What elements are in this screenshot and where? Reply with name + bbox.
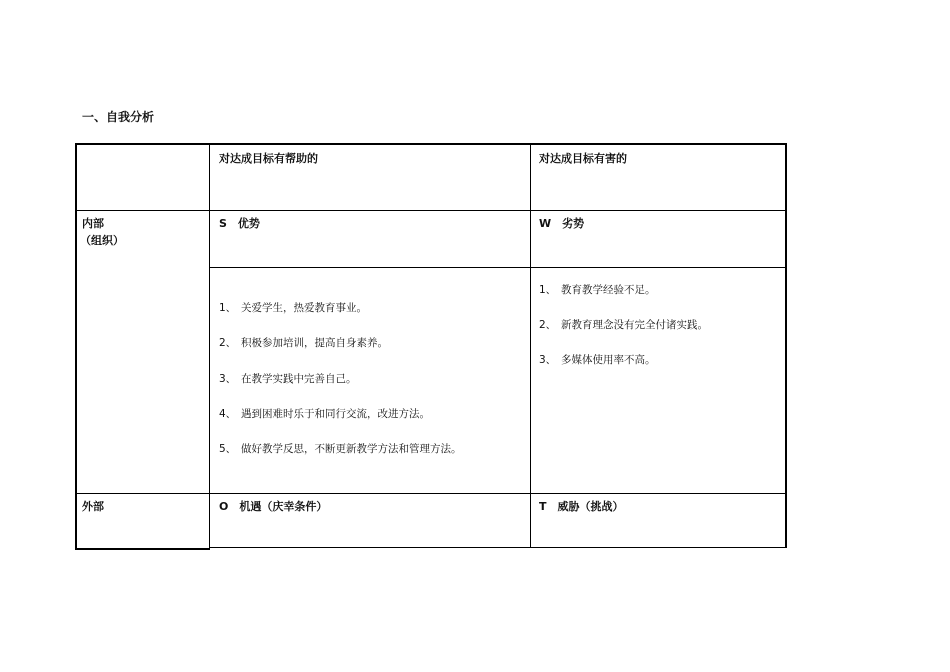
row-divider-header — [77, 210, 785, 211]
list-item: 1、 教育教学经验不足。 — [539, 284, 656, 296]
list-item: 5、 做好教学反思，不断更新教学方法和管理方法。 — [219, 443, 462, 456]
list-item: 4、 遇到困难时乐于和同行交流，改进方法。 — [219, 407, 430, 420]
weaknesses-title: W 劣势 — [539, 217, 585, 230]
table-bottom-border-left — [75, 548, 209, 550]
list-item: 3、 多媒体使用率不高。 — [539, 354, 656, 366]
header-harmful: 对达成目标有害的 — [539, 152, 627, 165]
list-item: 2、 新教育理念没有完全付诸实践。 — [539, 319, 708, 331]
section-heading: 一、自我分析 — [82, 110, 155, 124]
row-sublabel-organization: （组织） — [80, 234, 124, 247]
row-divider-internal — [77, 493, 785, 494]
list-item: 3、 在教学实践中完善自己。 — [219, 372, 357, 385]
strengths-title: S 优势 — [219, 217, 260, 230]
row-label-internal: 内部 — [82, 217, 104, 230]
threats-title: T 威胁（挑战） — [539, 500, 624, 513]
table-bottom-border-right — [209, 547, 787, 548]
strengths-list — [219, 291, 462, 467]
row-label-external: 外部 — [82, 500, 104, 513]
opportunities-title: O 机遇（庆幸条件） — [219, 500, 328, 513]
list-item: 2、 积极参加培训，提高自身素养。 — [219, 337, 388, 350]
column-divider-2 — [530, 145, 531, 547]
list-item: 1、 关爱学生，热爱教育事业。 — [219, 302, 367, 314]
column-divider-1 — [209, 145, 210, 550]
weaknesses-list — [539, 273, 708, 378]
row-divider-title — [209, 267, 785, 268]
header-helpful: 对达成目标有帮助的 — [219, 152, 318, 165]
